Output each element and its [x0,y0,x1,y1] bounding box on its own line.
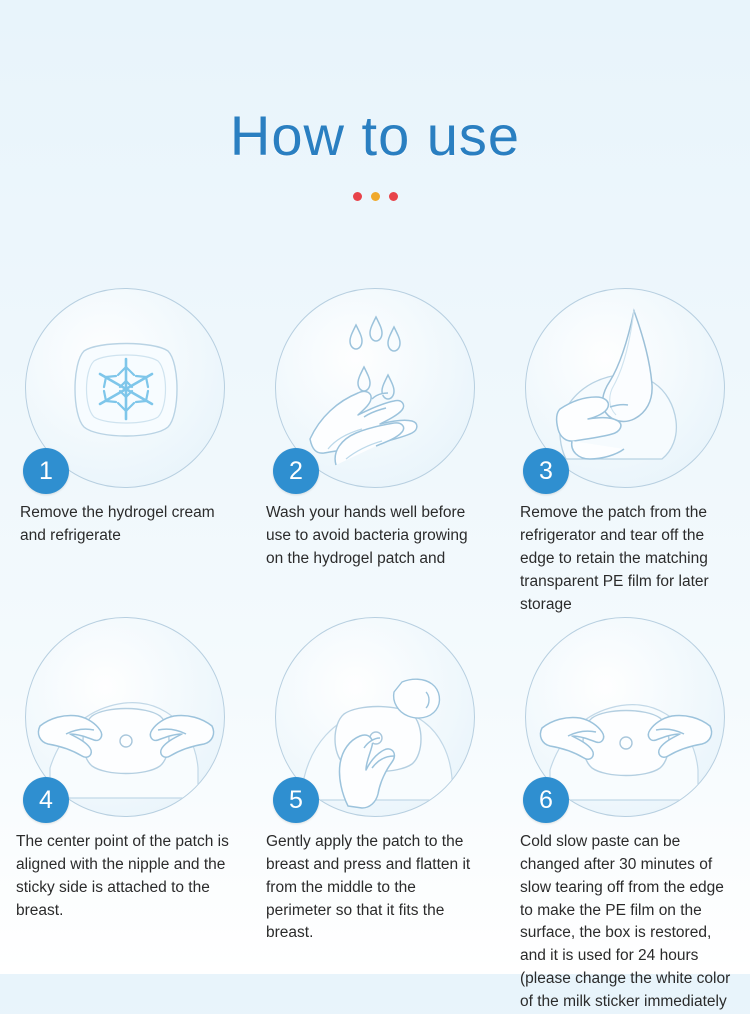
step-badge-2: 2 [273,448,319,494]
step-illustration-wrap-5 [275,617,475,817]
step-card-5 [250,617,500,1014]
steps-grid [0,288,750,1014]
step-card-3 [500,288,750,617]
step-caption-2: Wash your hands well before use to avoid bacteria growing on the hydrogel patch and [266,504,468,567]
step-caption-1: Remove the hydrogel cream and refrigerate [20,504,215,544]
dot-red-left [353,192,362,201]
step-caption-3: Remove the patch from the refrigerator and tear off the edge to retain the matching transparent PE film for later storage [520,504,709,613]
step-illustration-wrap-1 [25,288,225,488]
step-badge-6: 6 [523,777,569,823]
step-badge-1: 1 [23,448,69,494]
step-card-2 [250,288,500,617]
step-badge-5: 5 [273,777,319,823]
decorative-dots [0,192,750,201]
step-caption-6: Cold slow paste can be changed after 30 minutes of slow tearing off from the edge to make the PE film on the surface, the box is restored, and it is used for 24 hours (please change the white color of the milk sticker immediately [520,832,731,1011]
step-illustration-wrap-3 [525,288,725,488]
step-card-6 [500,617,750,1014]
step-card-1 [0,288,250,617]
step-caption-4: The center point of the patch is aligned with the nipple and the sticky side is attached to the breast. [16,832,229,919]
dot-orange [371,192,380,201]
step-caption-5: Gently apply the patch to the breast and press and flatten it from the middle to the perimeter so that it fits the breast. [266,832,471,942]
step-badge-3: 3 [523,448,569,494]
step-illustration-wrap-4 [25,617,225,817]
dot-red-right [389,192,398,201]
step-card-4 [0,617,250,1014]
step-illustration-wrap-2 [275,288,475,488]
page-title: How to use [229,104,521,167]
step-badge-4: 4 [23,777,69,823]
step-illustration-wrap-6 [525,617,725,817]
